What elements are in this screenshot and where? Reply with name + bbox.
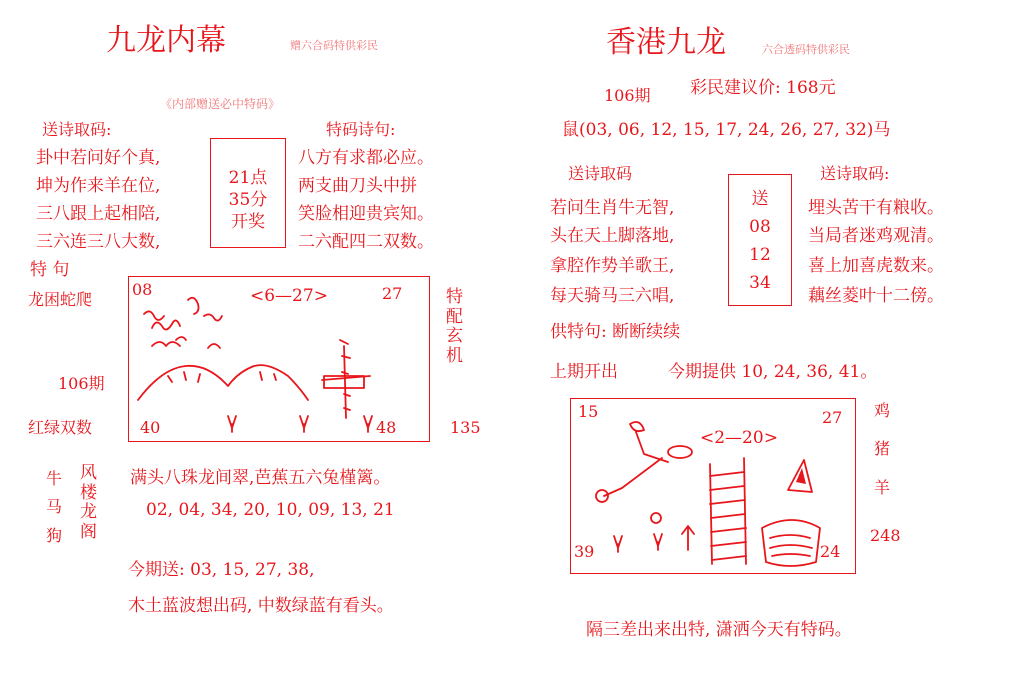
left-numbers-line: 02, 04, 34, 20, 10, 09, 13, 21 (146, 500, 395, 520)
special-poem: 供特句: 断断续续 (550, 322, 681, 342)
right-poem-line: 二六配四二双数。 (298, 232, 434, 252)
cross-sketch (322, 340, 370, 418)
left-picture-drawing (128, 276, 428, 440)
animal-char: 马 (46, 497, 63, 517)
left-tagline: 《内部赠送必中特码》 (160, 97, 281, 111)
draw-time-line: 21点 (228, 168, 268, 188)
bird-sketch (596, 422, 692, 502)
left-poem-line: 三六连三八大数, (36, 232, 161, 252)
special-vertical (446, 288, 463, 366)
arrows-sketch (614, 513, 694, 552)
pic-range: <6—27> (250, 286, 328, 306)
pic-number-br: 48 (376, 418, 397, 437)
left-poem-header-left: 送诗取码: (42, 120, 112, 139)
left-poem-header-right: 特码诗句: (326, 120, 396, 139)
right-poem-line: 喜上加喜虎数来。 (808, 256, 944, 276)
animal-char: 鸡 (874, 401, 891, 420)
animal-char: 羊 (874, 477, 891, 497)
send-line: 12 (749, 245, 771, 265)
phrase-char: 阁 (80, 521, 97, 542)
special-label: 特 句 (30, 260, 70, 280)
right-poem-line: 藕丝菱叶十二傍。 (808, 286, 944, 306)
draw-time-box (210, 138, 286, 248)
vertical-char: 配 (446, 306, 463, 327)
special-phrase: 龙困蛇爬 (28, 290, 93, 309)
phrase-char: 龙 (80, 502, 97, 523)
left-final-line: 木土蓝波想出码, 中数绿蓝有看头。 (128, 596, 394, 616)
pic-number-br: 24 (820, 542, 841, 561)
side-animals (874, 402, 890, 497)
right-poem-header-right: 送诗取码: (820, 164, 890, 183)
vertical-char: 机 (446, 345, 463, 366)
send-box (728, 174, 792, 306)
arrows-sketch (228, 416, 372, 432)
draw-time-line: 开奖 (231, 212, 265, 232)
basket-sketch (762, 520, 820, 566)
left-subtitle: 赠六合码特供彩民 (290, 39, 378, 52)
left-poem-line: 每天骑马三六唱, (550, 286, 675, 306)
right-poem-line: 八方有求都必应。 (298, 148, 434, 168)
price-line: 彩民建议价: 168元 (690, 78, 836, 98)
left-title: 九龙内幕 (106, 23, 226, 58)
send-line: 08 (749, 217, 771, 237)
pic-number-bl: 40 (140, 418, 161, 437)
right-poem-line: 笑脸相迎贵宾知。 (298, 204, 434, 224)
pic-number-tr: 27 (822, 408, 843, 427)
draw-time-line: 35分 (228, 190, 268, 210)
pic-number-bl: 39 (574, 542, 595, 561)
left-poem-line: 卦中若问好个真, (36, 148, 161, 168)
right-poem-line: 埋头苦干有粮收。 (808, 198, 944, 218)
phrase-char: 风 (80, 463, 97, 483)
right-poem-header-left: 送诗取码 (568, 164, 633, 183)
right-subtitle: 六合透码特供彩民 (762, 43, 850, 56)
send-line: 34 (749, 273, 771, 293)
pic-number-tl: 08 (132, 280, 153, 299)
last-open: 上期开出 (550, 362, 618, 382)
animal-char: 猪 (874, 439, 891, 459)
left-poem-line: 坤为作来羊在位, (36, 176, 161, 196)
vertical-char: 特 (446, 287, 463, 307)
animal-char: 牛 (46, 469, 63, 488)
left-poem-line: 头在天上脚落地, (550, 226, 675, 246)
pic-number-tl: 15 (578, 402, 599, 421)
left-verse: 满头八珠龙间翠,芭蕉五六兔槿篱。 (130, 468, 391, 488)
pic-number-tr: 27 (382, 284, 403, 303)
right-number: 135 (450, 418, 481, 437)
side-phrase (80, 464, 97, 542)
right-picture-drawing (570, 398, 854, 572)
side-animals (46, 470, 62, 545)
left-period: 106期 (58, 374, 105, 393)
ladder-sketch (710, 458, 746, 564)
left-poem-line: 三八跟上起相陪, (36, 204, 161, 224)
phrase-char: 楼 (80, 482, 97, 503)
red-green-label: 红绿双数 (28, 418, 93, 437)
send-line: 送 (751, 189, 769, 209)
right-poem-line: 当局者迷鸡观清。 (808, 226, 944, 246)
left-poem-line: 拿腔作势羊歌王, (550, 256, 675, 276)
right-title: 香港九龙 (606, 25, 726, 60)
mountains-sketch (138, 365, 308, 400)
right-final-line: 隔三差出来出特, 潇洒今天有特码。 (586, 620, 852, 640)
animal-char: 狗 (46, 525, 63, 545)
right-period: 106期 (604, 86, 651, 105)
rat-line: 鼠(03, 06, 12, 15, 17, 24, 26, 27, 32)马 (562, 120, 891, 140)
vertical-char: 玄 (446, 326, 463, 347)
today-send: 今期送: 03, 15, 27, 38, (128, 560, 315, 580)
birds-sketch (152, 337, 220, 348)
clouds-sketch (144, 298, 222, 330)
flag-sketch (788, 460, 812, 492)
left-poem-line: 若问生肖牛无智, (550, 198, 675, 218)
today-offer: 今期提供 10, 24, 36, 41。 (668, 362, 878, 382)
pic-range: <2—20> (700, 428, 778, 448)
side-number: 248 (870, 526, 901, 545)
right-poem-line: 两支曲刀头中拼 (298, 176, 417, 196)
